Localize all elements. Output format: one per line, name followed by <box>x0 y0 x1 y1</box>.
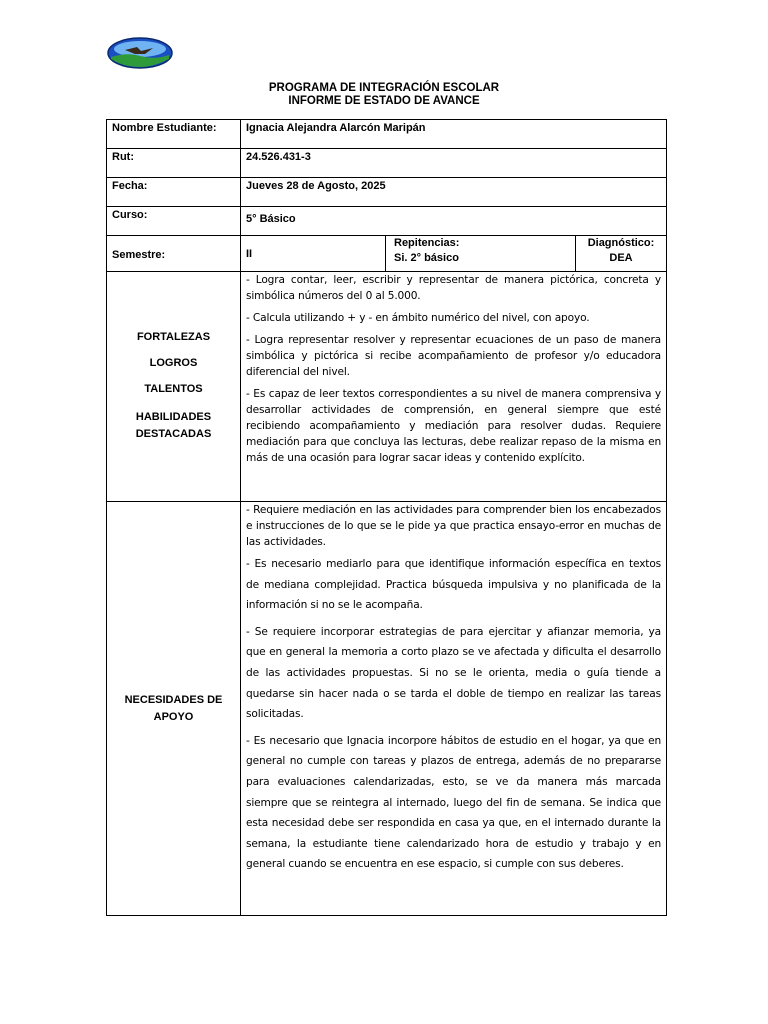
course-label: Curso: <box>107 207 241 236</box>
repitencias-cell <box>386 236 576 272</box>
row-semester <box>107 236 667 272</box>
needs-content <box>241 502 667 916</box>
need-paragraph: - Es necesario mediarlo para que identifique información específica en textos de mediana complejidad. Practica búsqueda impulsiva y no planificada de la información si no se le acompaña. <box>246 558 662 612</box>
rut-label: Rut: <box>107 149 241 178</box>
needs-label: NECESIDADES DE APOYO <box>107 502 241 916</box>
header-line-1: PROGRAMA DE INTEGRACIÓN ESCOLAR <box>268 82 500 94</box>
rut-value: 24.526.431-3 <box>241 149 667 178</box>
name-value: Ignacia Alejandra Alarcón Maripán <box>241 120 667 149</box>
course-value: 5° Básico <box>241 207 667 236</box>
strength-paragraph: - Logra representar resolver y representar ecuaciones de un paso de manera simbólica y pictórica si recibe acompañamiento de profesor y/o educadora diferencial del nivel. <box>246 334 662 378</box>
document-header <box>0 82 768 108</box>
label-talentos: TALENTOS <box>144 382 203 395</box>
diagnostico-value: DEA <box>609 252 633 264</box>
school-logo <box>107 37 173 69</box>
report-table <box>106 119 667 916</box>
row-needs <box>107 502 667 916</box>
row-course <box>107 207 667 236</box>
header-line-2: INFORME DE ESTADO DE AVANCE <box>288 95 480 107</box>
strengths-content <box>241 272 667 502</box>
date-value: Jueves 28 de Agosto, 2025 <box>241 178 667 207</box>
strength-paragraph: - Logra contar, leer, escribir y representar de manera pictórica, concreta y simbólica números del 0 al 5.000. <box>246 274 662 302</box>
name-label: Nombre Estudiante: <box>107 120 241 149</box>
strength-paragraph: - Calcula utilizando + y - en ámbito numérico del nivel, con apoyo. <box>246 312 590 324</box>
label-logros: LOGROS <box>149 356 198 369</box>
label-fortalezas: FORTALEZAS <box>136 330 211 343</box>
row-name <box>107 120 667 149</box>
need-paragraph: - Se requiere incorporar estrategias de para ejercitar y afianzar memoria, ya que en general la memoria a corto plazo se ve afectada y dificulta el desarrollo de las actividades propuestas. Si no se le orienta, media o guía tiende a quedarse sin hacer nada o se tarda el doble de tiempo en realizar las tareas solicitadas. <box>246 625 662 721</box>
date-label: Fecha: <box>107 178 241 207</box>
repitencias-label: Repitencias: <box>394 237 460 249</box>
row-date <box>107 178 667 207</box>
strength-paragraph: - Es capaz de leer textos correspondientes a su nivel de manera comprensiva y desarrollar actividades de comprensión, en general siempre que esté recibiendo acompañamiento y mediación para resolver dudas. Requiere mediación para que concluya las lecturas, debe realizar repaso de la misma en más de una ocasión para lograr sacar ideas y contenido explícito. <box>246 388 662 464</box>
row-strengths <box>107 272 667 502</box>
repitencias-value: Si. 2° básico <box>394 252 459 264</box>
diagnostico-cell <box>576 236 667 272</box>
row-rut <box>107 149 667 178</box>
label-habilidades: HABILIDADES DESTACADAS <box>135 410 212 440</box>
need-paragraph: - Requiere mediación en las actividades para comprender bien los encabezados e instrucciones de lo que se le pide ya que practica ensayo-error en muchas de las actividades. <box>246 504 662 548</box>
need-paragraph: - Es necesario que Ignacia incorpore hábitos de estudio en el hogar, ya que en general no cumple con tareas y plazos de entrega, además de no prepararse para evaluaciones calendarizadas, esto, se ve da manera más marcada siempre que se reintegra al internado, luego del fin de semana. Se indica que esta necesidad debe ser respondida en casa ya que, en el internado durante la semana, la estudiante tiene calendarizado hora de estudio y trabajo y en general cuando se encuentra en ese espacio, si cumple con sus deberes. <box>246 734 662 871</box>
semester-value: II <box>241 236 386 272</box>
strengths-label-cell <box>107 272 241 502</box>
semester-label: Semestre: <box>107 236 241 272</box>
diagnostico-label: Diagnóstico: <box>587 237 655 249</box>
